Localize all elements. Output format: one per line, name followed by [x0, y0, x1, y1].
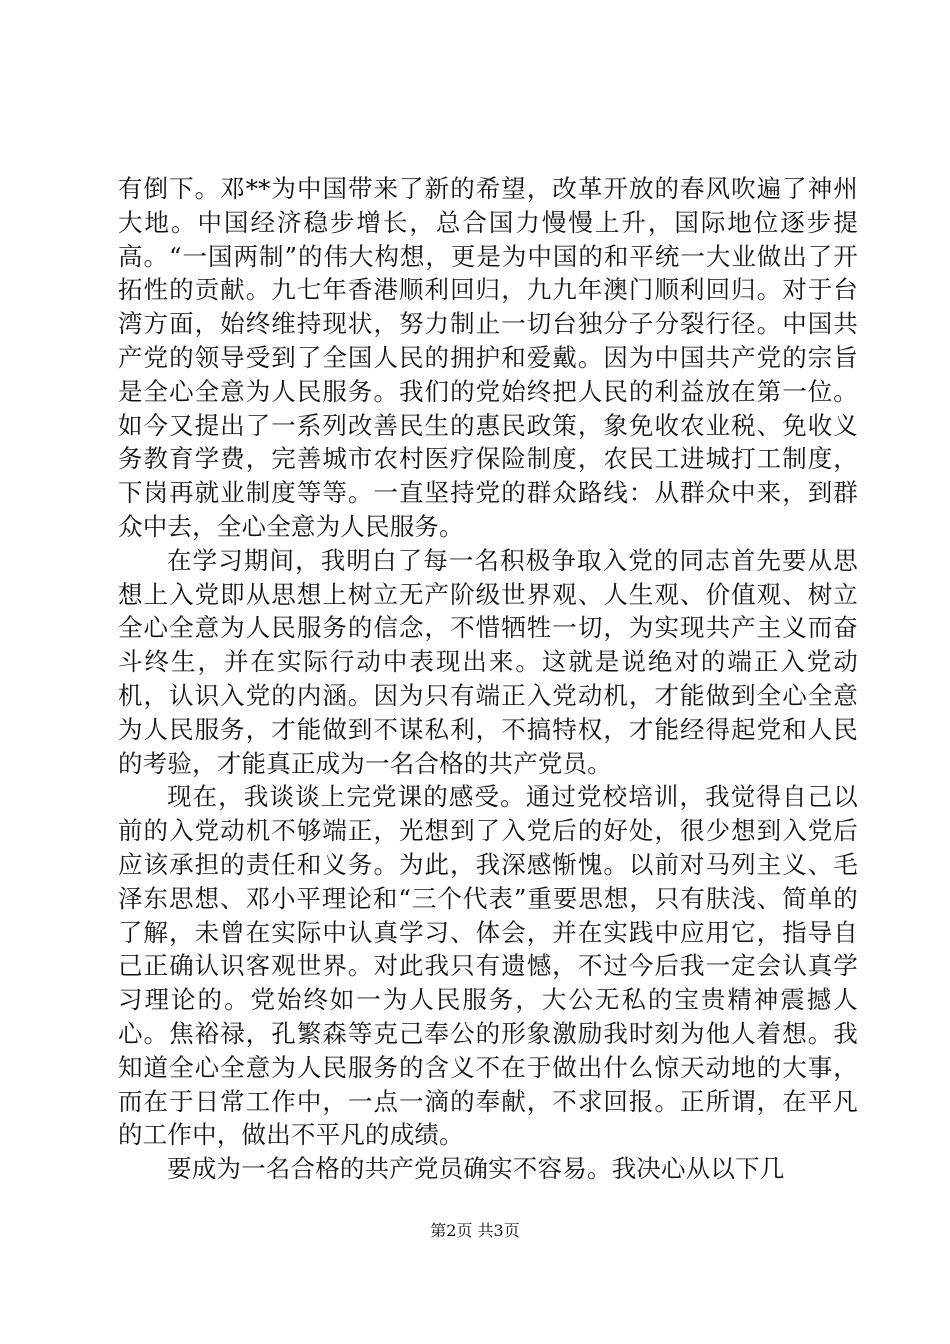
paragraph-course-feelings: 现在，我谈谈上完党课的感受。通过党校培训，我觉得自己以前的入党动机不够端正，光想到了入党后的好处，很少想到入党后应该承担的责任和义务。为此，我深感惭愧。以前对马列主义、毛泽东思想、邓小平理论和“三个代表”重要思想，只有肤浅、简单的了解，未曾在实际中认真学习、体会，并在实践中应用它，指导自己正确认识客观世界。对此我只有遗憾，不过今后我一定会认真学习理论的。党始终如一为人民服务，大公无私的宝贵精神震撼人心。焦裕禄，孔繁森等克己奉公的形象激励我时刻为他人着想。我知道全心全意为人民服务的含义不在于做出什么惊天动地的大事，而在于日常工作中，一点一滴的奉献，不求回报。正所谓，在平凡的工作中，做出不平凡的成绩。 — [118, 782, 858, 1150]
paragraph-study-period: 在学习期间，我明白了每一名积极争取入党的同志首先要从思想上入党即从思想上树立无产阶级世界观、人生观、价值观、树立全心全意为人民服务的信念，不惜牺牲一切，为实现共产主义而奋斗终生，并在实际行动中表现出来。这就是说绝对的端正入党动机，认识入党的内涵。因为只有端正入党动机，才能做到全心全意为人民服务，才能做到不谋私利，不搞特权，才能经得起党和人民的考验，才能真正成为一名合格的共产党员。 — [118, 545, 858, 778]
page-number-footer: 第2页 共3页 — [430, 1221, 520, 1240]
paragraph-resolution: 要成为一名合格的共产党员确实不容易。我决心从以下几 — [167, 1154, 785, 1184]
paragraph-continuation: 有倒下。邓**为中国带来了新的希望，改革开放的春风吹遍了神州大地。中国经济稳步增长，总合国力慢慢上升，国际地位逐步提高。“一国两制”的伟大构想，更是为中国的和平统一大业做出了开拓性的贡献。九七年香港顺利回归，九九年澳门顺利回归。对于台湾方面，始终维持现状，努力制止一切台独分子分裂行径。中国共产党的领导受到了全国人民的拥护和爱戴。因为中国共产党的宗旨是全心全意为人民服务。我们的党始终把人民的利益放在第一位。如今又提出了一系列改善民生的惠民政策，象免收农业税、免收义务教育学费，完善城市农村医疗保险制度，农民工进城打工制度，下岗再就业制度等等。一直坚持党的群众路线：从群众中来，到群众中去，全心全意为人民服务。 — [118, 174, 858, 541]
document-body — [118, 172, 858, 1186]
